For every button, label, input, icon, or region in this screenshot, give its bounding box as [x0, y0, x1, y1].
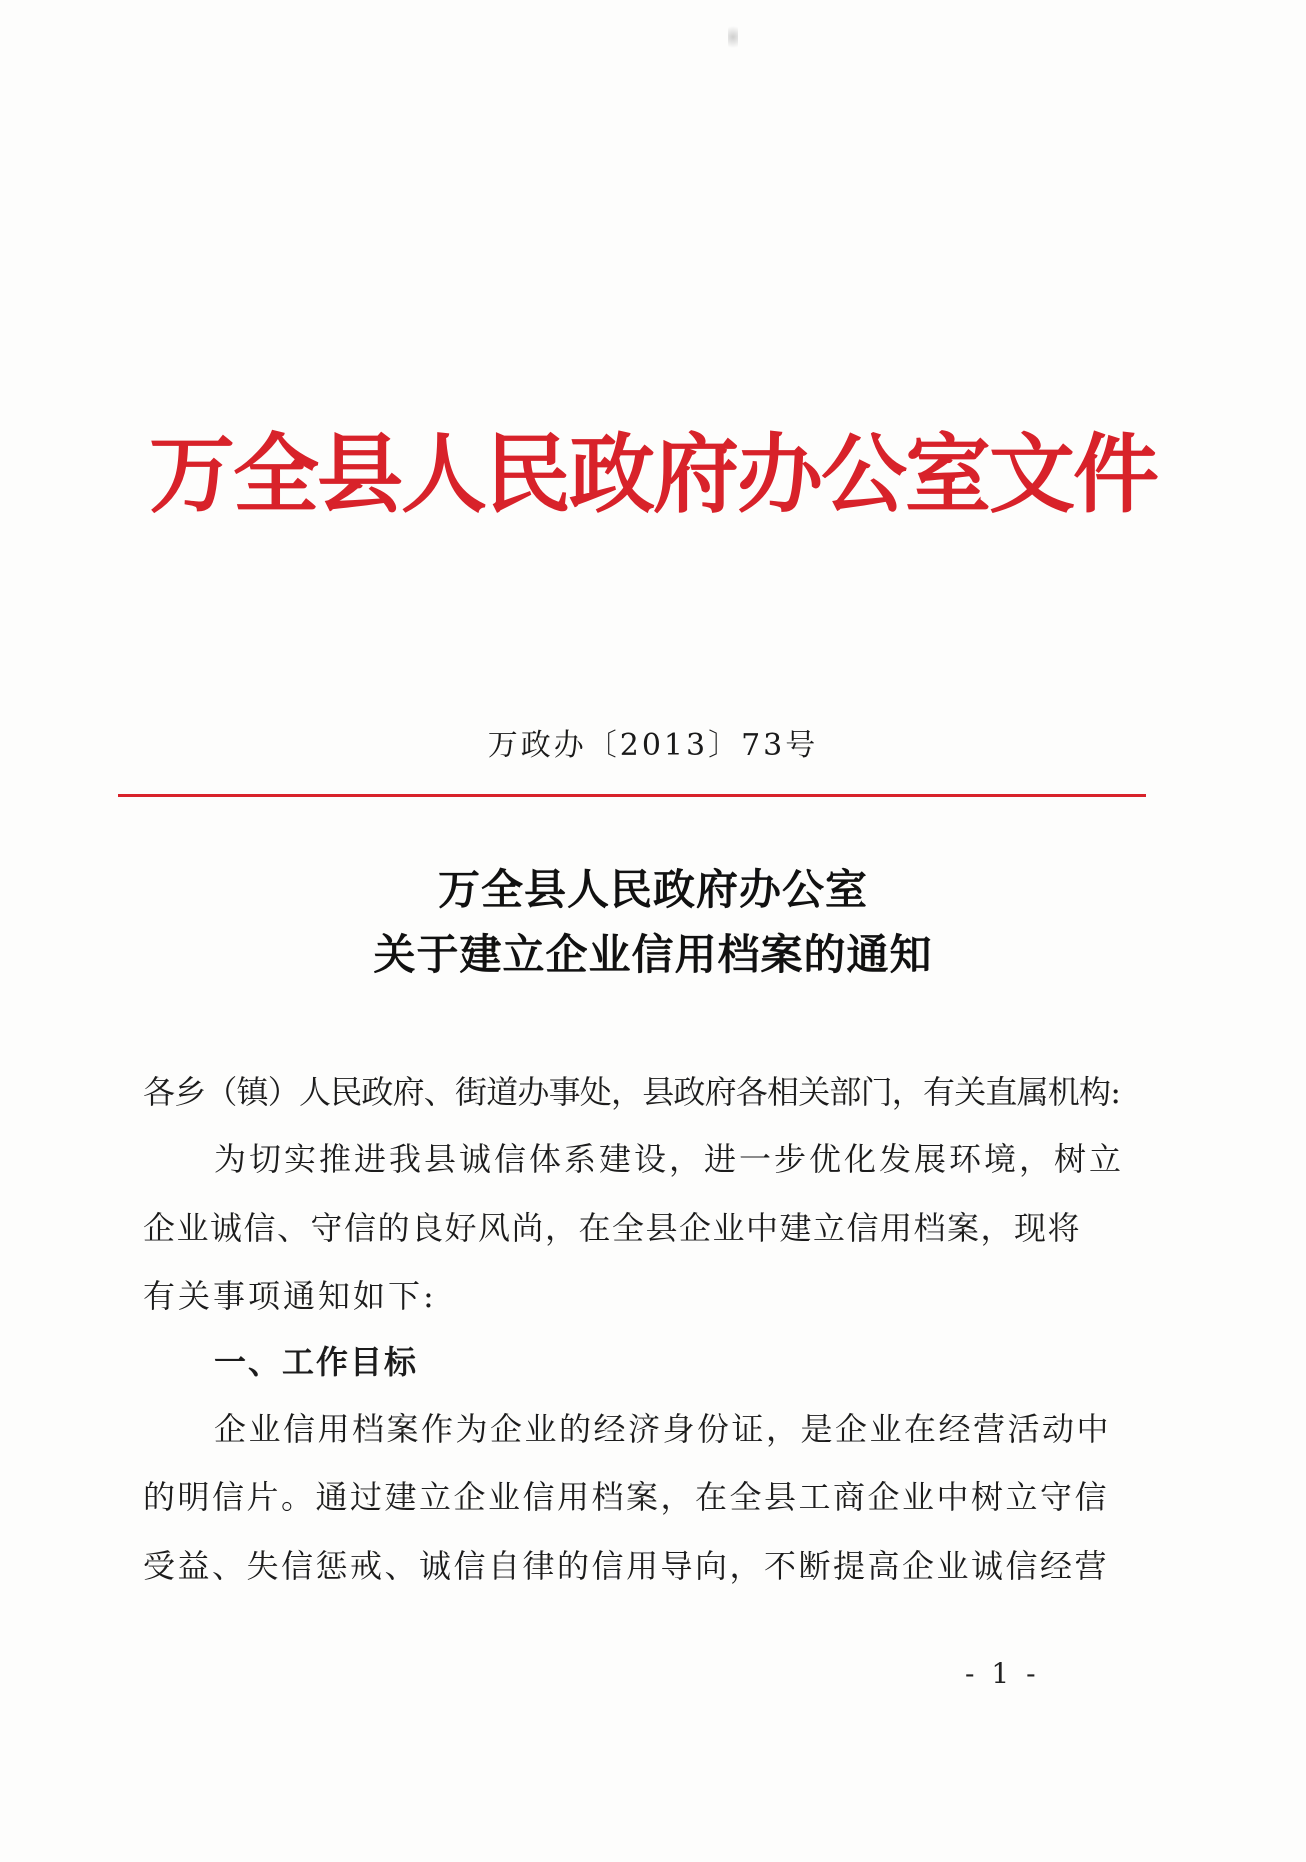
- recipients-line: 各乡（镇）人民政府、街道办事处，县政府各相关部门，有关直属机构:: [143, 1073, 1121, 1111]
- scan-speck: [728, 22, 738, 52]
- paragraph-line: 受益、失信惩戒、诚信自律的信用导向，不断提高企业诚信经营: [143, 1547, 1110, 1585]
- section-heading: 一、工作目标: [214, 1343, 419, 1381]
- red-separator-line: [118, 794, 1146, 797]
- paragraph-line: 企业诚信、守信的良好风尚，在全县企业中建立信用档案，现将: [143, 1209, 1082, 1247]
- document-number: 万政办〔2013〕73号: [487, 728, 819, 763]
- notice-subject-title: 关于建立企业信用档案的通知: [373, 930, 933, 979]
- paragraph-line: 为切实推进我县诚信体系建设，进一步优化发展环境，树立: [214, 1140, 1125, 1178]
- page-number: - 1 -: [965, 1657, 1040, 1690]
- paragraph-line: 企业信用档案作为企业的经济身份证，是企业在经营活动中: [214, 1410, 1112, 1448]
- notice-issuer-title: 万全县人民政府办公室: [437, 865, 868, 914]
- issuer-header-title: 万全县人民政府办公室文件: [149, 424, 1157, 525]
- paragraph-line: 的明信片。通过建立企业信用档案，在全县工商企业中树立守信: [143, 1478, 1110, 1516]
- paragraph-line: 有关事项通知如下:: [143, 1277, 437, 1315]
